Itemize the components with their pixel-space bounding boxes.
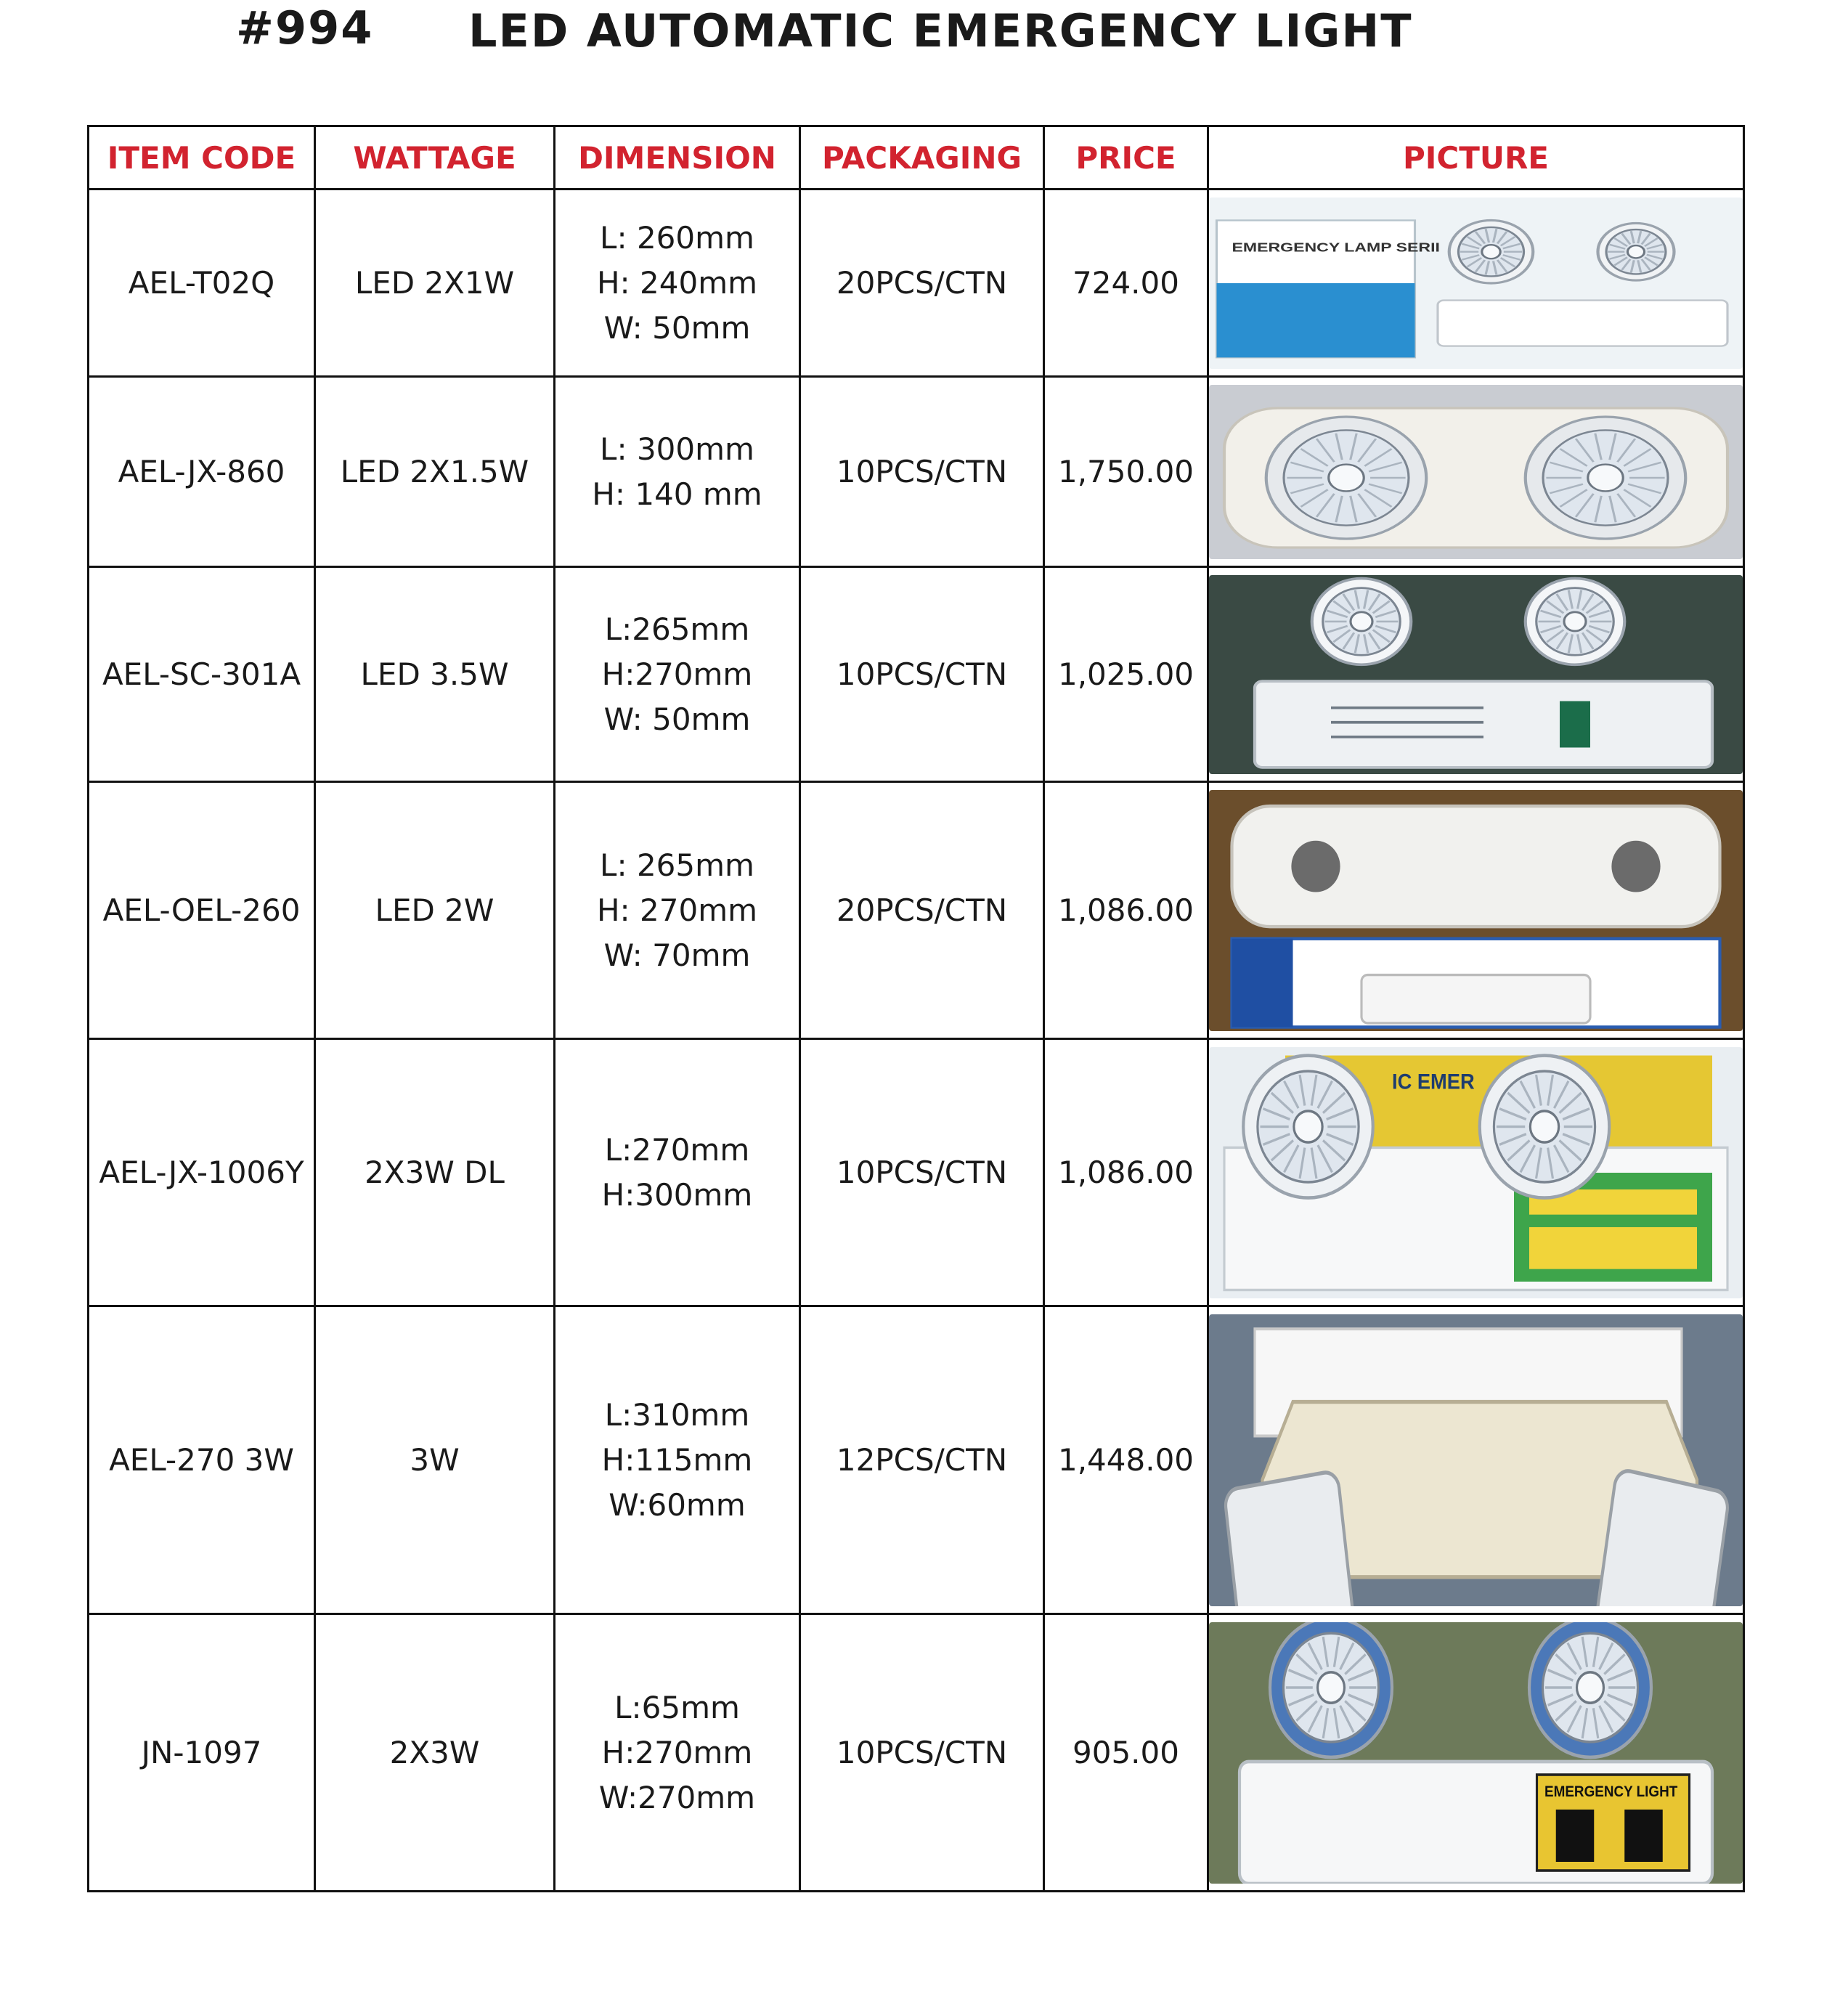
picture-cell: [1208, 782, 1744, 1039]
catalog-number: #994: [236, 1, 374, 54]
wattage-cell: LED 3.5W: [315, 567, 555, 782]
picture-cell: [1208, 190, 1744, 377]
twin-lamp-emergency-light-photo: [1209, 1622, 1743, 1884]
dimension-line: H: 140 mm: [592, 476, 762, 512]
column-header-item-code: ITEM CODE: [89, 126, 315, 190]
price-cell: 1,086.00: [1044, 782, 1208, 1039]
dimension-cell: [555, 377, 800, 567]
price-cell: 1,025.00: [1044, 567, 1208, 782]
dimension-line: L: 265mm: [600, 847, 754, 883]
dimension-cell: [555, 1306, 800, 1614]
flat-twin-lamp-with-box-photo: [1209, 790, 1743, 1031]
dimension-line: L:310mm: [604, 1396, 750, 1433]
item-code-cell: AEL-JX-1006Y: [89, 1039, 315, 1306]
picture-cell: [1208, 1614, 1744, 1892]
table-row: [89, 377, 1744, 567]
dimension-line: L:265mm: [604, 611, 750, 647]
wattage-cell: LED 2X1W: [315, 190, 555, 377]
column-header-packaging: PACKAGING: [800, 126, 1044, 190]
picture-cell: [1208, 1306, 1744, 1614]
table-row: [89, 1614, 1744, 1892]
dimension-line: H:270mm: [601, 656, 753, 692]
dimension-line: L:65mm: [614, 1689, 740, 1725]
packaging-cell: 12PCS/CTN: [800, 1306, 1044, 1614]
twin-spot-lamp-photo: [1209, 575, 1743, 774]
price-cell: 1,448.00: [1044, 1306, 1208, 1614]
picture-cell: [1208, 377, 1744, 567]
wattage-cell: 3W: [315, 1306, 555, 1614]
dimension-line: W: 70mm: [603, 937, 751, 973]
dimension-cell: [555, 1614, 800, 1892]
dimension-line: H: 240mm: [596, 264, 758, 301]
packaging-cell: 20PCS/CTN: [800, 782, 1044, 1039]
packaging-cell: 10PCS/CTN: [800, 1039, 1044, 1306]
dimension-line: W: 50mm: [603, 309, 751, 346]
dimension-line: H:115mm: [601, 1441, 753, 1478]
wattage-cell: LED 2X1.5W: [315, 377, 555, 567]
table-row: [89, 1306, 1744, 1614]
dimension-cell: [555, 1039, 800, 1306]
column-header-wattage: WATTAGE: [315, 126, 555, 190]
price-cell: 1,086.00: [1044, 1039, 1208, 1306]
dimension-line: W:270mm: [598, 1779, 756, 1815]
table-row: [89, 567, 1744, 782]
price-cell: 1,750.00: [1044, 377, 1208, 567]
table-header-row: [89, 126, 1744, 190]
dimension-line: W:60mm: [608, 1486, 746, 1523]
product-table: [87, 125, 1745, 1892]
item-code-cell: AEL-SC-301A: [89, 567, 315, 782]
packaging-cell: 10PCS/CTN: [800, 377, 1044, 567]
picture-cell: [1208, 1039, 1744, 1306]
dimension-line: W: 50mm: [603, 701, 751, 737]
twin-round-lamp-photo: [1209, 385, 1743, 559]
item-code-cell: JN-1097: [89, 1614, 315, 1892]
column-header-picture: PICTURE: [1208, 126, 1744, 190]
wattage-cell: 2X3W DL: [315, 1039, 555, 1306]
table-row: [89, 1039, 1744, 1306]
dimension-cell: [555, 567, 800, 782]
svg-text:IC EMER: IC EMER: [1392, 1070, 1475, 1094]
twin-lamp-with-box-photo: [1209, 198, 1743, 369]
dimension-line: H:270mm: [601, 1734, 753, 1770]
page-title: LED AUTOMATIC EMERGENCY LIGHT: [468, 4, 1413, 57]
packaging-cell: 10PCS/CTN: [800, 567, 1044, 782]
wattage-cell: LED 2W: [315, 782, 555, 1039]
svg-text:EMERGENCY LAMP SERII: EMERGENCY LAMP SERII: [1232, 240, 1440, 255]
picture-cell: [1208, 567, 1744, 782]
column-header-dimension: DIMENSION: [555, 126, 800, 190]
item-code-cell: AEL-T02Q: [89, 190, 315, 377]
table-row: [89, 190, 1744, 377]
dimension-line: H: 270mm: [596, 892, 758, 928]
dimension-cell: [555, 782, 800, 1039]
dimension-line: L:270mm: [604, 1131, 750, 1168]
dimension-cell: [555, 190, 800, 377]
table-row: [89, 782, 1744, 1039]
item-code-cell: AEL-OEL-260: [89, 782, 315, 1039]
svg-text:EMERGENCY LIGHT: EMERGENCY LIGHT: [1544, 1783, 1678, 1800]
page-header: [0, 0, 1848, 116]
price-cell: 905.00: [1044, 1614, 1208, 1892]
dimension-line: L: 260mm: [600, 219, 754, 256]
price-cell: 724.00: [1044, 190, 1208, 377]
wattage-cell: 2X3W: [315, 1614, 555, 1892]
dimension-line: L: 300mm: [600, 431, 754, 467]
packaging-cell: 10PCS/CTN: [800, 1614, 1044, 1892]
dimension-line: H:300mm: [601, 1176, 753, 1213]
square-head-lamp-photo: [1209, 1314, 1743, 1606]
item-code-cell: AEL-JX-860: [89, 377, 315, 567]
item-code-cell: AEL-270 3W: [89, 1306, 315, 1614]
twin-lamp-green-panel-photo: [1209, 1047, 1743, 1298]
packaging-cell: 20PCS/CTN: [800, 190, 1044, 377]
column-header-price: PRICE: [1044, 126, 1208, 190]
